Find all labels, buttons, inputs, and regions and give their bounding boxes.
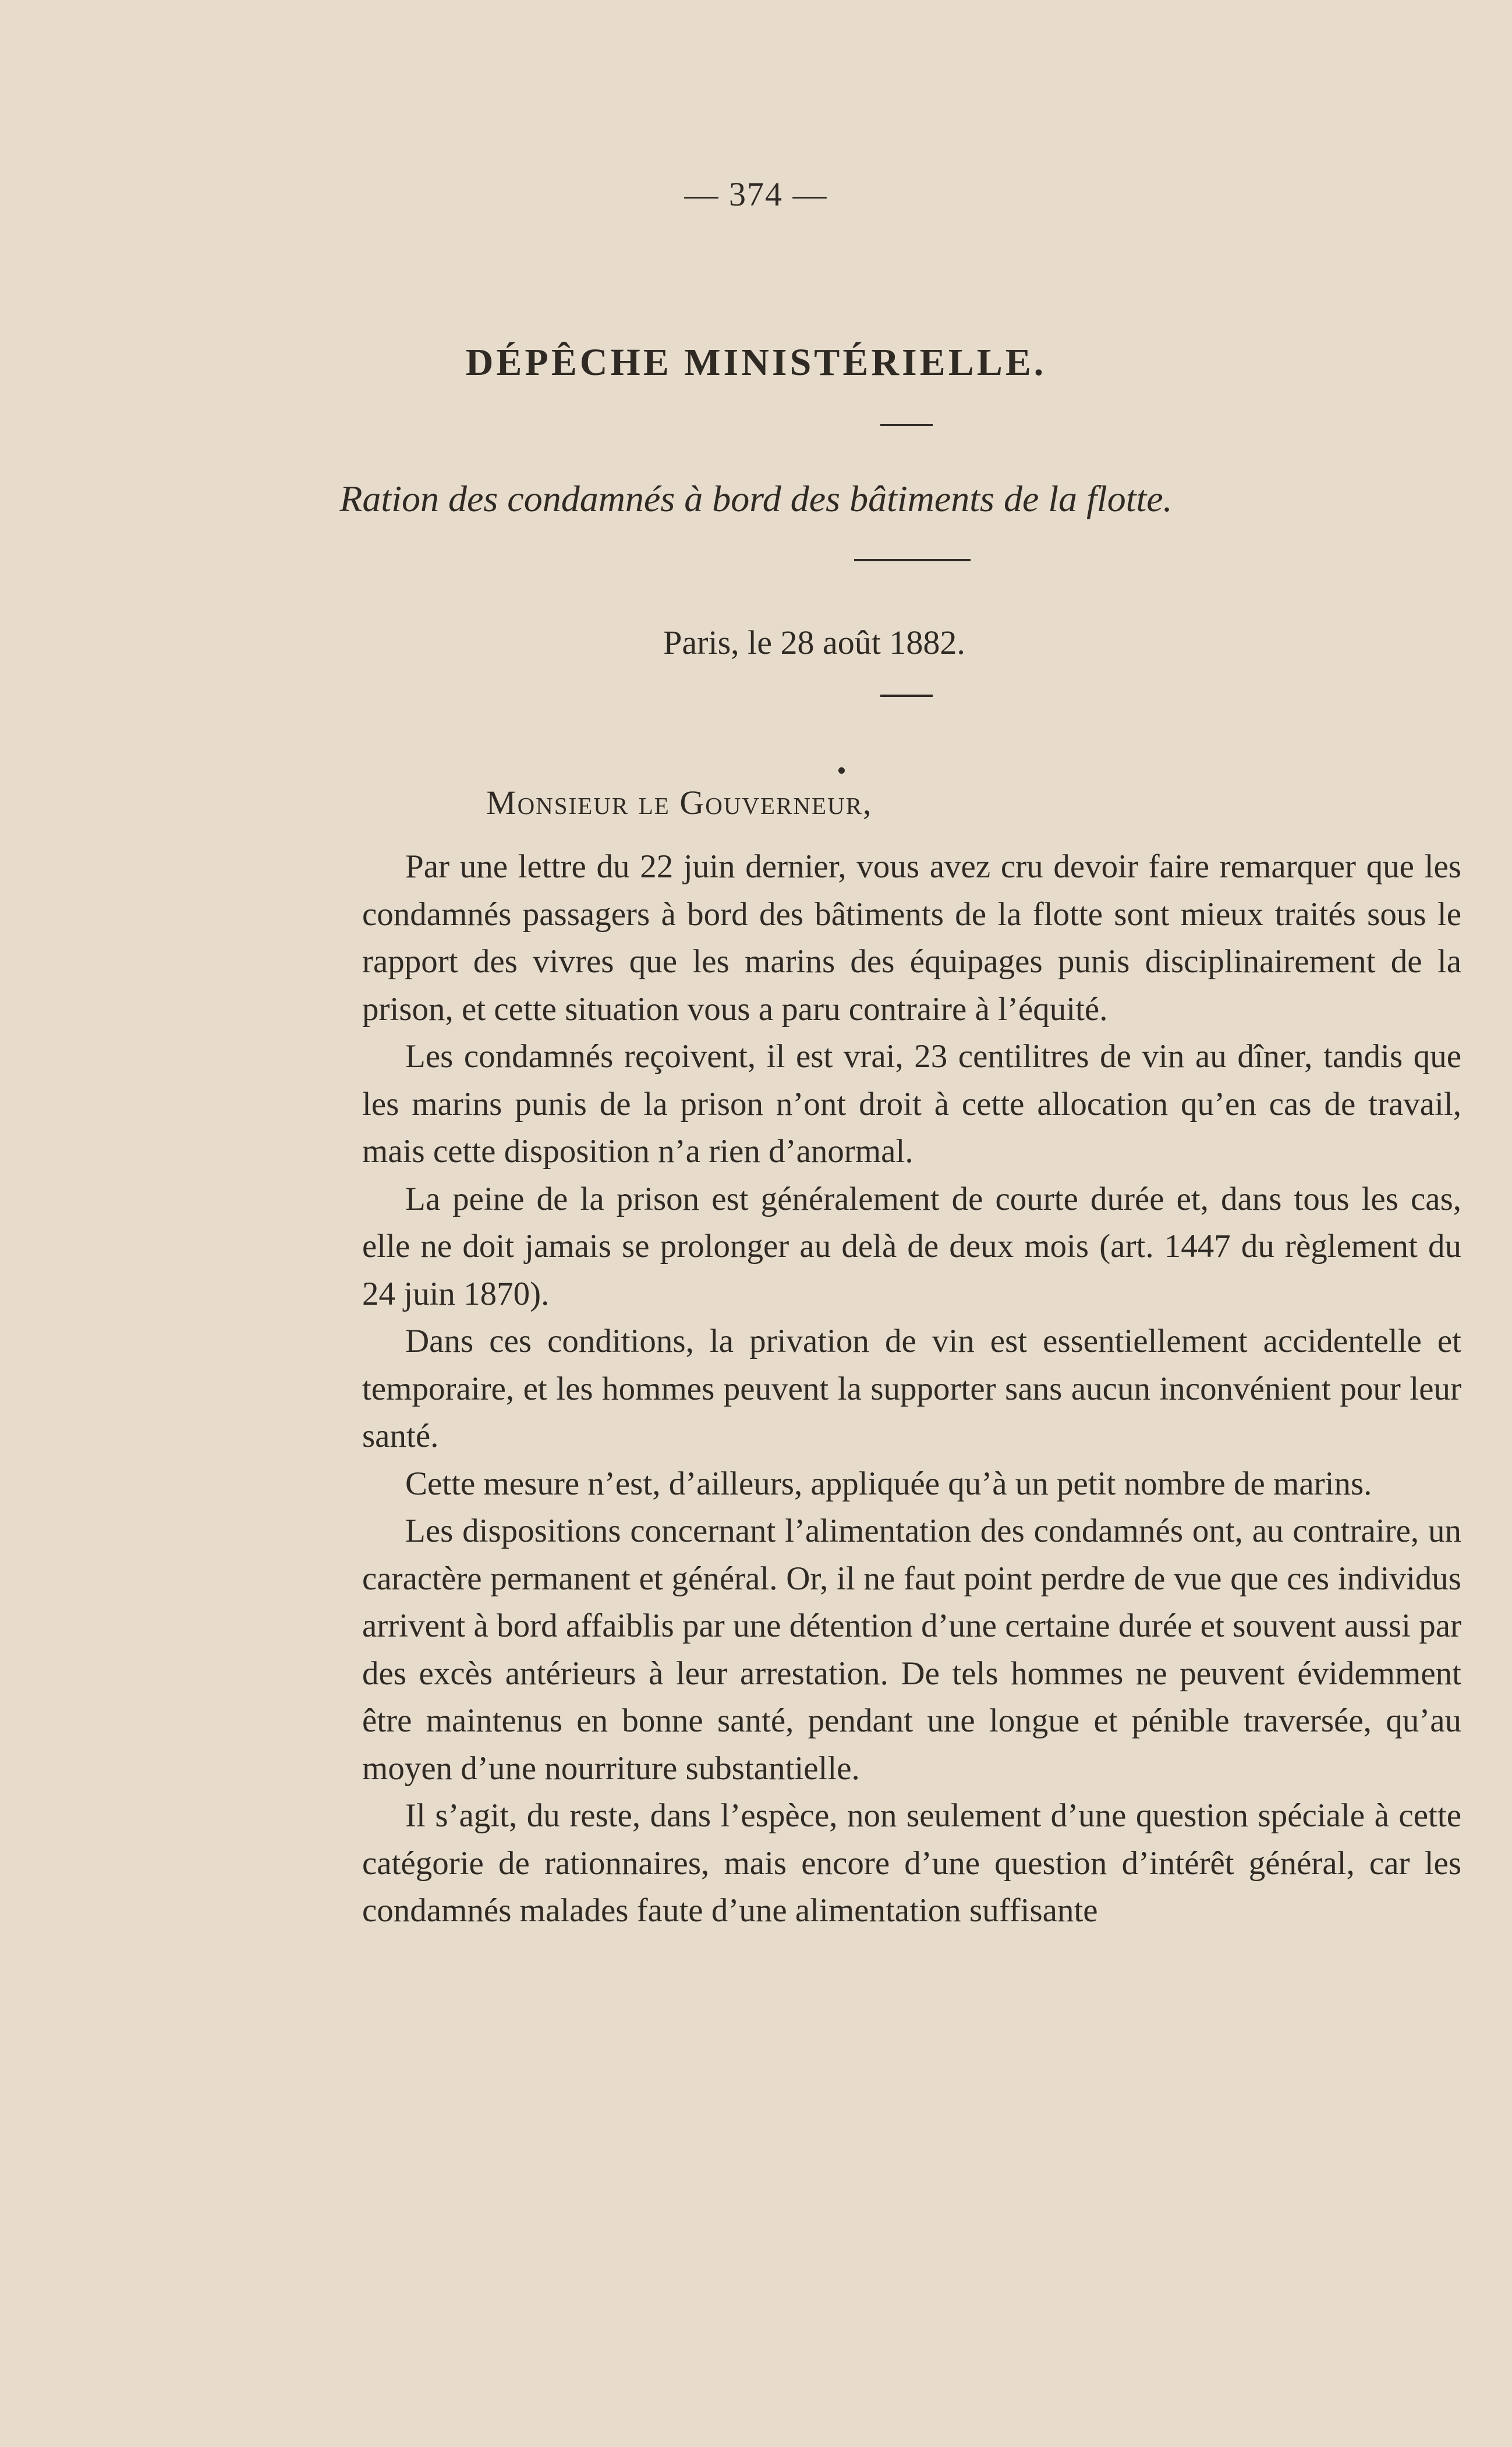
subtitle-divider [854,559,971,561]
paragraph: Cette mesure n’est, d’ailleurs, appliquée qu’à un petit nombre de marins. [405,1465,1372,1502]
title-divider [880,424,933,426]
letter-body [362,843,1461,1935]
ink-dot [838,767,845,774]
page-title: DÉPÊCHE MINISTÉRIELLE. [465,341,1047,384]
paragraph: Les dispositions concernant l’alimentation des condamnés ont, au contraire, un caractère permanent et général. Or, il ne faut point perdre de vue que ces individus arrivent à bord affaiblis par une détention d’une certaine durée et souvent aussi par des excès antérieurs à leur arrestation. De tels hommes ne peuvent évidemment être maintenus en bonne santé, pendant une longue et pénible traversée, qu’au moyen d’une nourriture substantielle. [362,1513,1461,1787]
dateline-divider [880,695,933,697]
paragraph: Il s’agit, du reste, dans l’espèce, non seulement d’une question spéciale à cette catégorie de rationnaires, mais encore d’une question d’intérêt général, car les condamnés malades faute d’une alimentation suffisante [362,1797,1461,1929]
paragraph: Dans ces conditions, la privation de vin est essentiellement accidentelle et temporaire, et les hommes peuvent la supporter sans aucun inconvénient pour leur santé. [362,1323,1461,1454]
paragraph: Les condamnés reçoivent, il est vrai, 23 centilitres de vin au dîner, tandis que les marins punis de la prison n’ont droit à cette allocation qu’en cas de travail, mais cette disposition n’a rien d’anormal. [362,1038,1461,1170]
paragraph: Par une lettre du 22 juin dernier, vous avez cru devoir faire remarquer que les condamnés passagers à bord des bâtiments de la flotte sont mieux traités sous le rapport des vivres que les marins des équipages punis disciplinairement de la prison, et cette situation vous a paru contraire à l’équité. [362,848,1461,1028]
salutation: Monsieur le Gouverneur, [486,784,873,821]
paragraph: La peine de la prison est généralement de courte durée et, dans tous les cas, elle ne doit jamais se prolonger au delà de deux mois (art. 1447 du règlement du 24 juin 1870). [362,1180,1461,1312]
document-subtitle: Ration des condamnés à bord des bâtiments de la flotte. [339,478,1173,519]
dateline: Paris, le 28 août 1882. [663,624,965,661]
page-number: — 374 — [684,175,828,213]
